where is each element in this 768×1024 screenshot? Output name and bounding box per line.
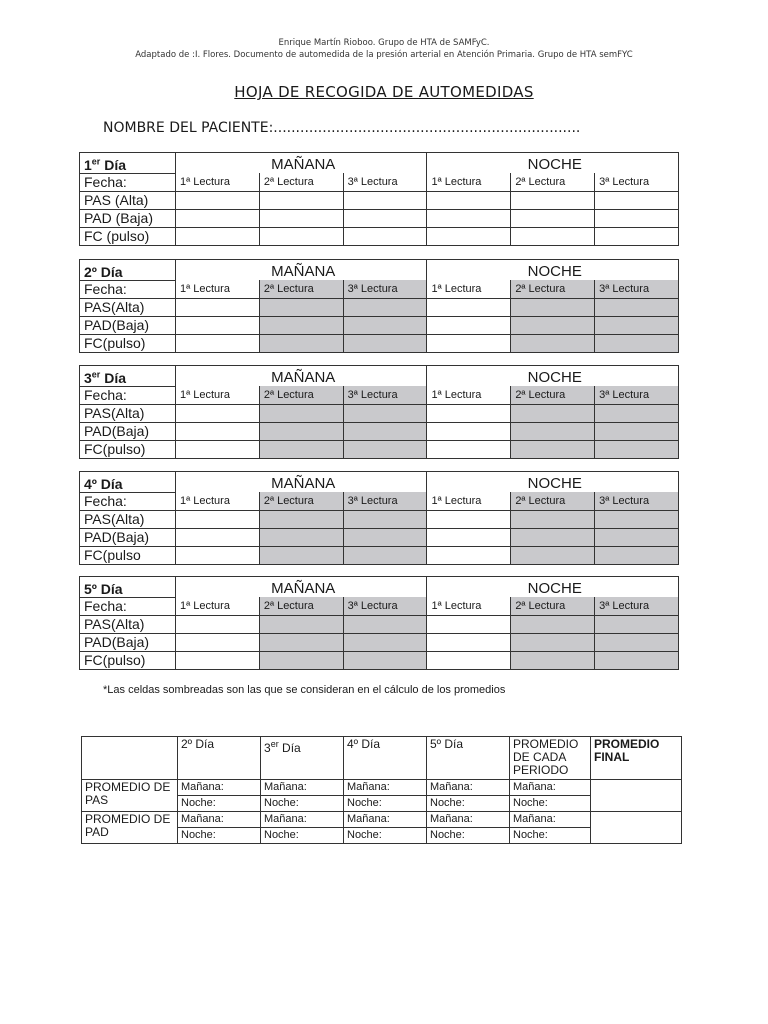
- reading-cell[interactable]: [176, 227, 260, 245]
- reading-cell[interactable]: [595, 316, 679, 334]
- summary-cell[interactable]: Mañana:: [178, 780, 261, 796]
- summary-cell[interactable]: Mañana:: [178, 812, 261, 828]
- measure-label: PAD(Baja): [80, 316, 176, 334]
- reading-cell[interactable]: [595, 633, 679, 651]
- measure-label: PAD(Baja): [80, 422, 176, 440]
- measure-label: PAS(Alta): [80, 404, 176, 422]
- reading-cell[interactable]: [176, 440, 260, 458]
- reading-cell[interactable]: [427, 440, 511, 458]
- summary-cell[interactable]: Noche:: [178, 796, 261, 812]
- reading-cell[interactable]: [511, 510, 595, 528]
- reading-cell[interactable]: [595, 440, 679, 458]
- fecha-field[interactable]: Fecha:: [80, 280, 176, 298]
- summary-col-day5: 5º Día: [427, 737, 510, 780]
- fecha-field[interactable]: Fecha:: [80, 386, 176, 404]
- summary-cell[interactable]: Noche:: [344, 796, 427, 812]
- reading-cell[interactable]: [176, 191, 260, 209]
- lectura-header: 3ª Lectura: [343, 386, 427, 404]
- reading-cell[interactable]: [427, 334, 511, 352]
- summary-cell[interactable]: Noche:: [261, 828, 344, 844]
- reading-cell[interactable]: [511, 615, 595, 633]
- manana-header: MAÑANA: [176, 366, 427, 387]
- lectura-header: 2ª Lectura: [511, 280, 595, 298]
- summary-col-periodo: PROMEDIO DE CADA PERIODO: [510, 737, 591, 780]
- reading-cell[interactable]: [343, 422, 427, 440]
- summary-cell[interactable]: Mañana:: [344, 780, 427, 796]
- reading-cell[interactable]: [343, 546, 427, 564]
- summary-row-pad: PROMEDIO DE PAD: [82, 812, 178, 844]
- reading-cell[interactable]: [427, 191, 511, 209]
- reading-cell[interactable]: [511, 209, 595, 227]
- fecha-field[interactable]: Fecha:: [80, 173, 176, 191]
- summary-cell[interactable]: Mañana:: [261, 780, 344, 796]
- fecha-field[interactable]: Fecha:: [80, 492, 176, 510]
- reading-cell[interactable]: [176, 510, 260, 528]
- summary-final-pas[interactable]: [591, 780, 682, 812]
- reading-cell[interactable]: [511, 633, 595, 651]
- reading-cell[interactable]: [259, 633, 343, 651]
- summary-col-day3: 3er Día: [261, 737, 344, 780]
- reading-cell[interactable]: [511, 316, 595, 334]
- day-table-2: [79, 259, 679, 353]
- lectura-header: 2ª Lectura: [259, 386, 343, 404]
- lectura-header: 2ª Lectura: [511, 597, 595, 615]
- reading-cell[interactable]: [259, 440, 343, 458]
- reading-cell[interactable]: [511, 191, 595, 209]
- lectura-header: 1ª Lectura: [427, 280, 511, 298]
- reading-cell[interactable]: [259, 404, 343, 422]
- summary-final-pad[interactable]: [591, 812, 682, 844]
- reading-cell[interactable]: [511, 440, 595, 458]
- noche-header: NOCHE: [427, 260, 679, 281]
- reading-cell[interactable]: [176, 546, 260, 564]
- reading-cell[interactable]: [259, 528, 343, 546]
- measure-label: FC(pulso: [80, 546, 176, 564]
- reading-cell[interactable]: [343, 510, 427, 528]
- reading-cell[interactable]: [511, 546, 595, 564]
- day-table-3: [79, 365, 679, 459]
- reading-cell[interactable]: [427, 404, 511, 422]
- lectura-header: 3ª Lectura: [343, 597, 427, 615]
- day-label: 1er Día: [80, 153, 176, 174]
- summary-row-pas: PROMEDIO DE PAS: [82, 780, 178, 812]
- reading-cell[interactable]: [343, 227, 427, 245]
- summary-corner: [82, 737, 178, 780]
- manana-header: MAÑANA: [176, 577, 427, 598]
- reading-cell[interactable]: [259, 209, 343, 227]
- day-label: 4º Día: [80, 472, 176, 493]
- summary-cell[interactable]: Mañana:: [510, 780, 591, 796]
- reading-cell[interactable]: [511, 404, 595, 422]
- measure-label: FC(pulso): [80, 440, 176, 458]
- reading-cell[interactable]: [595, 334, 679, 352]
- reading-cell[interactable]: [259, 191, 343, 209]
- reading-cell[interactable]: [595, 651, 679, 669]
- reading-cell[interactable]: [427, 615, 511, 633]
- summary-table: [81, 736, 682, 844]
- reading-cell[interactable]: [176, 651, 260, 669]
- lectura-header: 3ª Lectura: [595, 492, 679, 510]
- measure-label: PAS(Alta): [80, 298, 176, 316]
- reading-cell[interactable]: [427, 316, 511, 334]
- reading-cell[interactable]: [176, 615, 260, 633]
- reading-cell[interactable]: [427, 227, 511, 245]
- reading-cell[interactable]: [176, 404, 260, 422]
- day-label: 5º Día: [80, 577, 176, 598]
- reading-cell[interactable]: [427, 546, 511, 564]
- measure-label: FC(pulso): [80, 651, 176, 669]
- reading-cell[interactable]: [595, 615, 679, 633]
- noche-header: NOCHE: [427, 153, 679, 174]
- measure-label: PAD(Baja): [80, 528, 176, 546]
- day-label: 3er Día: [80, 366, 176, 387]
- measure-label: PAS(Alta): [80, 615, 176, 633]
- lectura-header: 1ª Lectura: [176, 280, 260, 298]
- reading-cell[interactable]: [343, 298, 427, 316]
- lectura-header: 2ª Lectura: [511, 386, 595, 404]
- reading-cell[interactable]: [595, 209, 679, 227]
- lectura-header: 2ª Lectura: [511, 492, 595, 510]
- reading-cell[interactable]: [259, 298, 343, 316]
- noche-header: NOCHE: [427, 366, 679, 387]
- reading-cell[interactable]: [176, 528, 260, 546]
- day-label: 2º Día: [80, 260, 176, 281]
- reading-cell[interactable]: [343, 209, 427, 227]
- reading-cell[interactable]: [259, 422, 343, 440]
- reading-cell[interactable]: [176, 209, 260, 227]
- reading-cell[interactable]: [427, 209, 511, 227]
- reading-cell[interactable]: [511, 334, 595, 352]
- summary-cell[interactable]: Mañana:: [427, 812, 510, 828]
- noche-header: NOCHE: [427, 577, 679, 598]
- reading-cell[interactable]: [259, 227, 343, 245]
- reading-cell[interactable]: [511, 651, 595, 669]
- lectura-header: 1ª Lectura: [176, 492, 260, 510]
- summary-col-day2: 2º Día: [178, 737, 261, 780]
- noche-header: NOCHE: [427, 472, 679, 493]
- lectura-header: 3ª Lectura: [595, 597, 679, 615]
- measure-label: FC(pulso): [80, 334, 176, 352]
- manana-header: MAÑANA: [176, 472, 427, 493]
- reading-cell[interactable]: [176, 334, 260, 352]
- lectura-header: 3ª Lectura: [595, 386, 679, 404]
- reading-cell[interactable]: [343, 440, 427, 458]
- page-title: HOJA DE RECOGIDA DE AUTOMEDIDAS: [234, 83, 534, 101]
- reading-cell[interactable]: [595, 404, 679, 422]
- summary-cell[interactable]: Noche:: [510, 796, 591, 812]
- reading-cell[interactable]: [427, 633, 511, 651]
- summary-col-day4: 4º Día: [344, 737, 427, 780]
- summary-cell[interactable]: Noche:: [427, 828, 510, 844]
- lectura-header: 1ª Lectura: [427, 492, 511, 510]
- reading-cell[interactable]: [595, 227, 679, 245]
- summary-cell[interactable]: Mañana:: [510, 812, 591, 828]
- summary-cell[interactable]: Mañana:: [427, 780, 510, 796]
- reading-cell[interactable]: [176, 316, 260, 334]
- reading-cell[interactable]: [511, 422, 595, 440]
- reading-cell[interactable]: [176, 298, 260, 316]
- reading-cell[interactable]: [511, 227, 595, 245]
- fecha-field[interactable]: Fecha:: [80, 597, 176, 615]
- day-table-4: [79, 471, 679, 565]
- reading-cell[interactable]: [176, 633, 260, 651]
- lectura-header: 2ª Lectura: [259, 597, 343, 615]
- reading-cell[interactable]: [343, 651, 427, 669]
- reading-cell[interactable]: [343, 316, 427, 334]
- reading-cell[interactable]: [595, 422, 679, 440]
- lectura-header: 2ª Lectura: [259, 173, 343, 191]
- measure-label: PAS (Alta): [80, 191, 176, 209]
- lectura-header: 3ª Lectura: [343, 492, 427, 510]
- day-table-5: [79, 576, 679, 670]
- reading-cell[interactable]: [259, 316, 343, 334]
- lectura-header: 1ª Lectura: [427, 173, 511, 191]
- reading-cell[interactable]: [259, 651, 343, 669]
- day-table-1: [79, 152, 679, 246]
- reading-cell[interactable]: [595, 510, 679, 528]
- lectura-header: 3ª Lectura: [343, 280, 427, 298]
- manana-header: MAÑANA: [176, 260, 427, 281]
- summary-cell[interactable]: Noche:: [427, 796, 510, 812]
- measure-label: PAD(Baja): [80, 633, 176, 651]
- measure-label: FC (pulso): [80, 227, 176, 245]
- reading-cell[interactable]: [511, 298, 595, 316]
- reading-cell[interactable]: [176, 422, 260, 440]
- header-adapted: Adaptado de :I. Flores. Documento de automedida de la presión arterial en Atención Primaria. Grupo de HTA semFYC: [135, 50, 633, 60]
- measure-label: PAD (Baja): [80, 209, 176, 227]
- patient-name-field[interactable]: NOMBRE DEL PACIENTE:.....................................................................: [103, 120, 581, 136]
- manana-header: MAÑANA: [176, 153, 427, 174]
- reading-cell[interactable]: [259, 510, 343, 528]
- lectura-header: 3ª Lectura: [595, 173, 679, 191]
- reading-cell[interactable]: [427, 510, 511, 528]
- reading-cell[interactable]: [595, 191, 679, 209]
- reading-cell[interactable]: [259, 334, 343, 352]
- lectura-header: 3ª Lectura: [595, 280, 679, 298]
- header-author: Enrique Martín Rioboo. Grupo de HTA de SAMFyC.: [278, 38, 490, 48]
- lectura-header: 1ª Lectura: [427, 386, 511, 404]
- reading-cell[interactable]: [343, 191, 427, 209]
- summary-col-final: PROMEDIO FINAL: [591, 737, 682, 780]
- lectura-header: 1ª Lectura: [176, 173, 260, 191]
- lectura-header: 1ª Lectura: [427, 597, 511, 615]
- reading-cell[interactable]: [343, 528, 427, 546]
- reading-cell[interactable]: [595, 546, 679, 564]
- reading-cell[interactable]: [259, 615, 343, 633]
- summary-cell[interactable]: Noche:: [510, 828, 591, 844]
- lectura-header: 1ª Lectura: [176, 386, 260, 404]
- reading-cell[interactable]: [427, 298, 511, 316]
- reading-cell[interactable]: [427, 528, 511, 546]
- measure-label: PAS(Alta): [80, 510, 176, 528]
- summary-cell[interactable]: Mañana:: [344, 812, 427, 828]
- reading-cell[interactable]: [595, 298, 679, 316]
- reading-cell[interactable]: [427, 422, 511, 440]
- summary-cell[interactable]: Noche:: [344, 828, 427, 844]
- lectura-header: 2ª Lectura: [259, 280, 343, 298]
- reading-cell[interactable]: [343, 334, 427, 352]
- reading-cell[interactable]: [259, 546, 343, 564]
- lectura-header: 1ª Lectura: [176, 597, 260, 615]
- reading-cell[interactable]: [595, 528, 679, 546]
- summary-cell[interactable]: Noche:: [178, 828, 261, 844]
- reading-cell[interactable]: [343, 615, 427, 633]
- reading-cell[interactable]: [511, 528, 595, 546]
- lectura-header: 3ª Lectura: [343, 173, 427, 191]
- reading-cell[interactable]: [343, 633, 427, 651]
- summary-cell[interactable]: Noche:: [261, 796, 344, 812]
- lectura-header: 2ª Lectura: [259, 492, 343, 510]
- reading-cell[interactable]: [427, 651, 511, 669]
- reading-cell[interactable]: [343, 404, 427, 422]
- lectura-header: 2ª Lectura: [511, 173, 595, 191]
- summary-cell[interactable]: Mañana:: [261, 812, 344, 828]
- shaded-note: *Las celdas sombreadas son las que se consideran en el cálculo de los promedios: [103, 684, 506, 696]
